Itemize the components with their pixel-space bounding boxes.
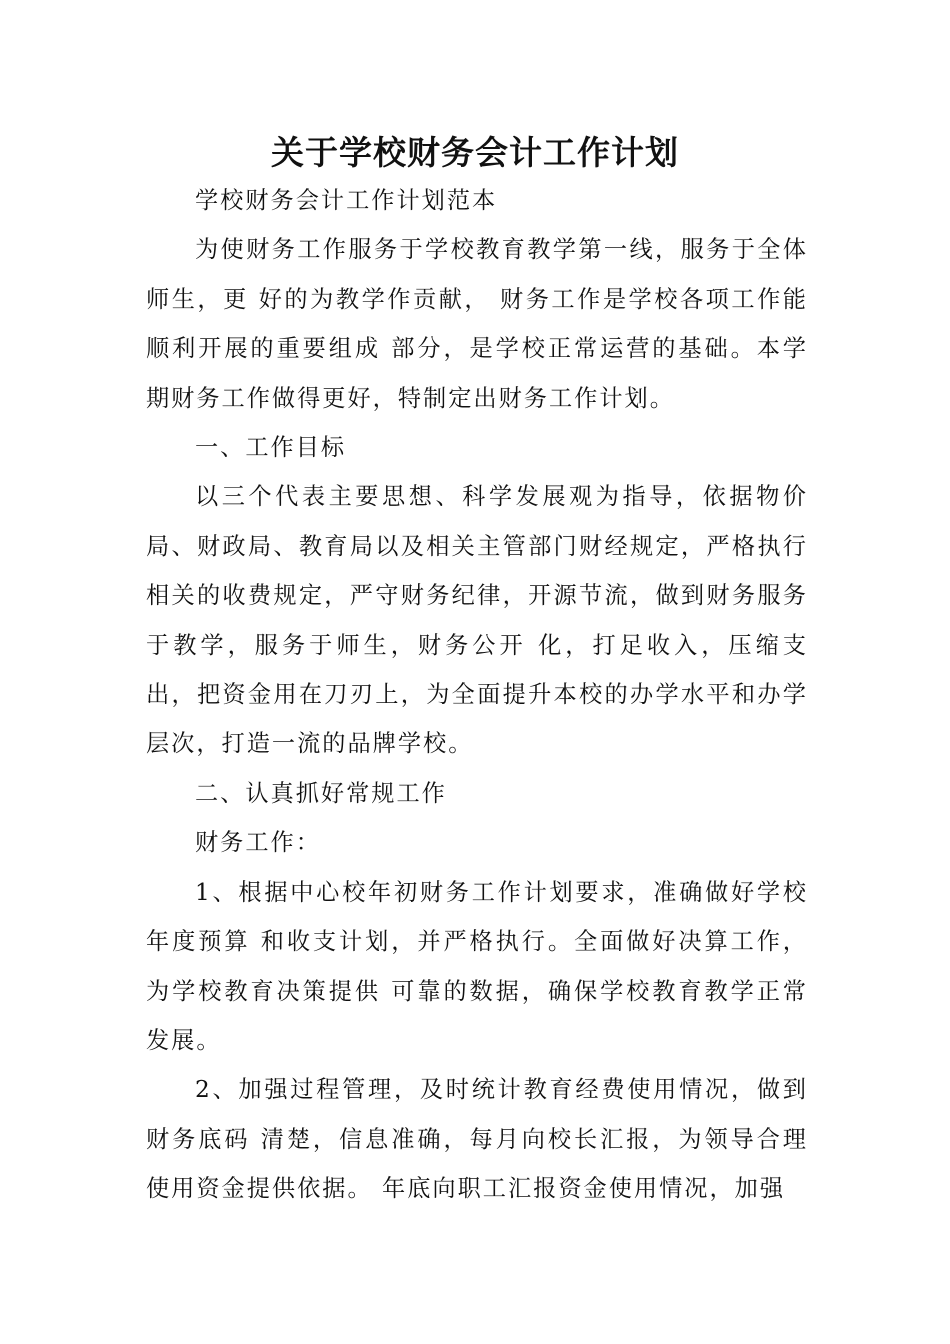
finance-work-label: 财务工作： bbox=[195, 829, 321, 857]
section-heading-routine-work: 二、认真抓好常规工作 bbox=[195, 779, 447, 807]
intro-paragraph: 为使财务工作服务于学校教育教学第一线，服务于全体师生，更 好的为教学作贡献， 财务工作是学校各项工作能顺利开展的重要组成 部分，是学校正常运营的基础。本学期财务工作做得更好，特制定出财务工作计划。 bbox=[146, 236, 808, 412]
item-1-paragraph: 1、根据中心校年初财务工作计划要求，准确做好学校年度预算 和收支计划，并严格执行。全面做好决算工作，为学校教育决策提供 可靠的数据，确保学校教育教学正常发展。 bbox=[146, 878, 808, 1054]
section-heading-goals: 一、工作目标 bbox=[195, 434, 347, 462]
subtitle-paragraph: 学校财务会计工作计划范本 bbox=[195, 187, 498, 214]
document-title: 关于学校财务会计工作计划 bbox=[271, 133, 679, 172]
item-2-paragraph: 2、加强过程管理，及时统计教育经费使用情况，做到财务底码 清楚，信息准确，每月向校长汇报，为领导合理使用资金提供依据。 年底向职工汇报资金使用情况，加强 bbox=[146, 1076, 808, 1203]
document-body bbox=[146, 176, 808, 1214]
goals-paragraph: 以三个代表主要思想、科学发展观为指导，依据物价局、财政局、教育局以及相关主管部门财经规定，严格执行相关的收费规定，严守财务纪律，开源节流，做到财务服务于教学，服务于师生，财务公开 化，打足收入，压缩支出，把资金用在刀刃上，为全面提升本校的办学水平和办学层次，打造一流的品牌学校。 bbox=[146, 483, 808, 758]
